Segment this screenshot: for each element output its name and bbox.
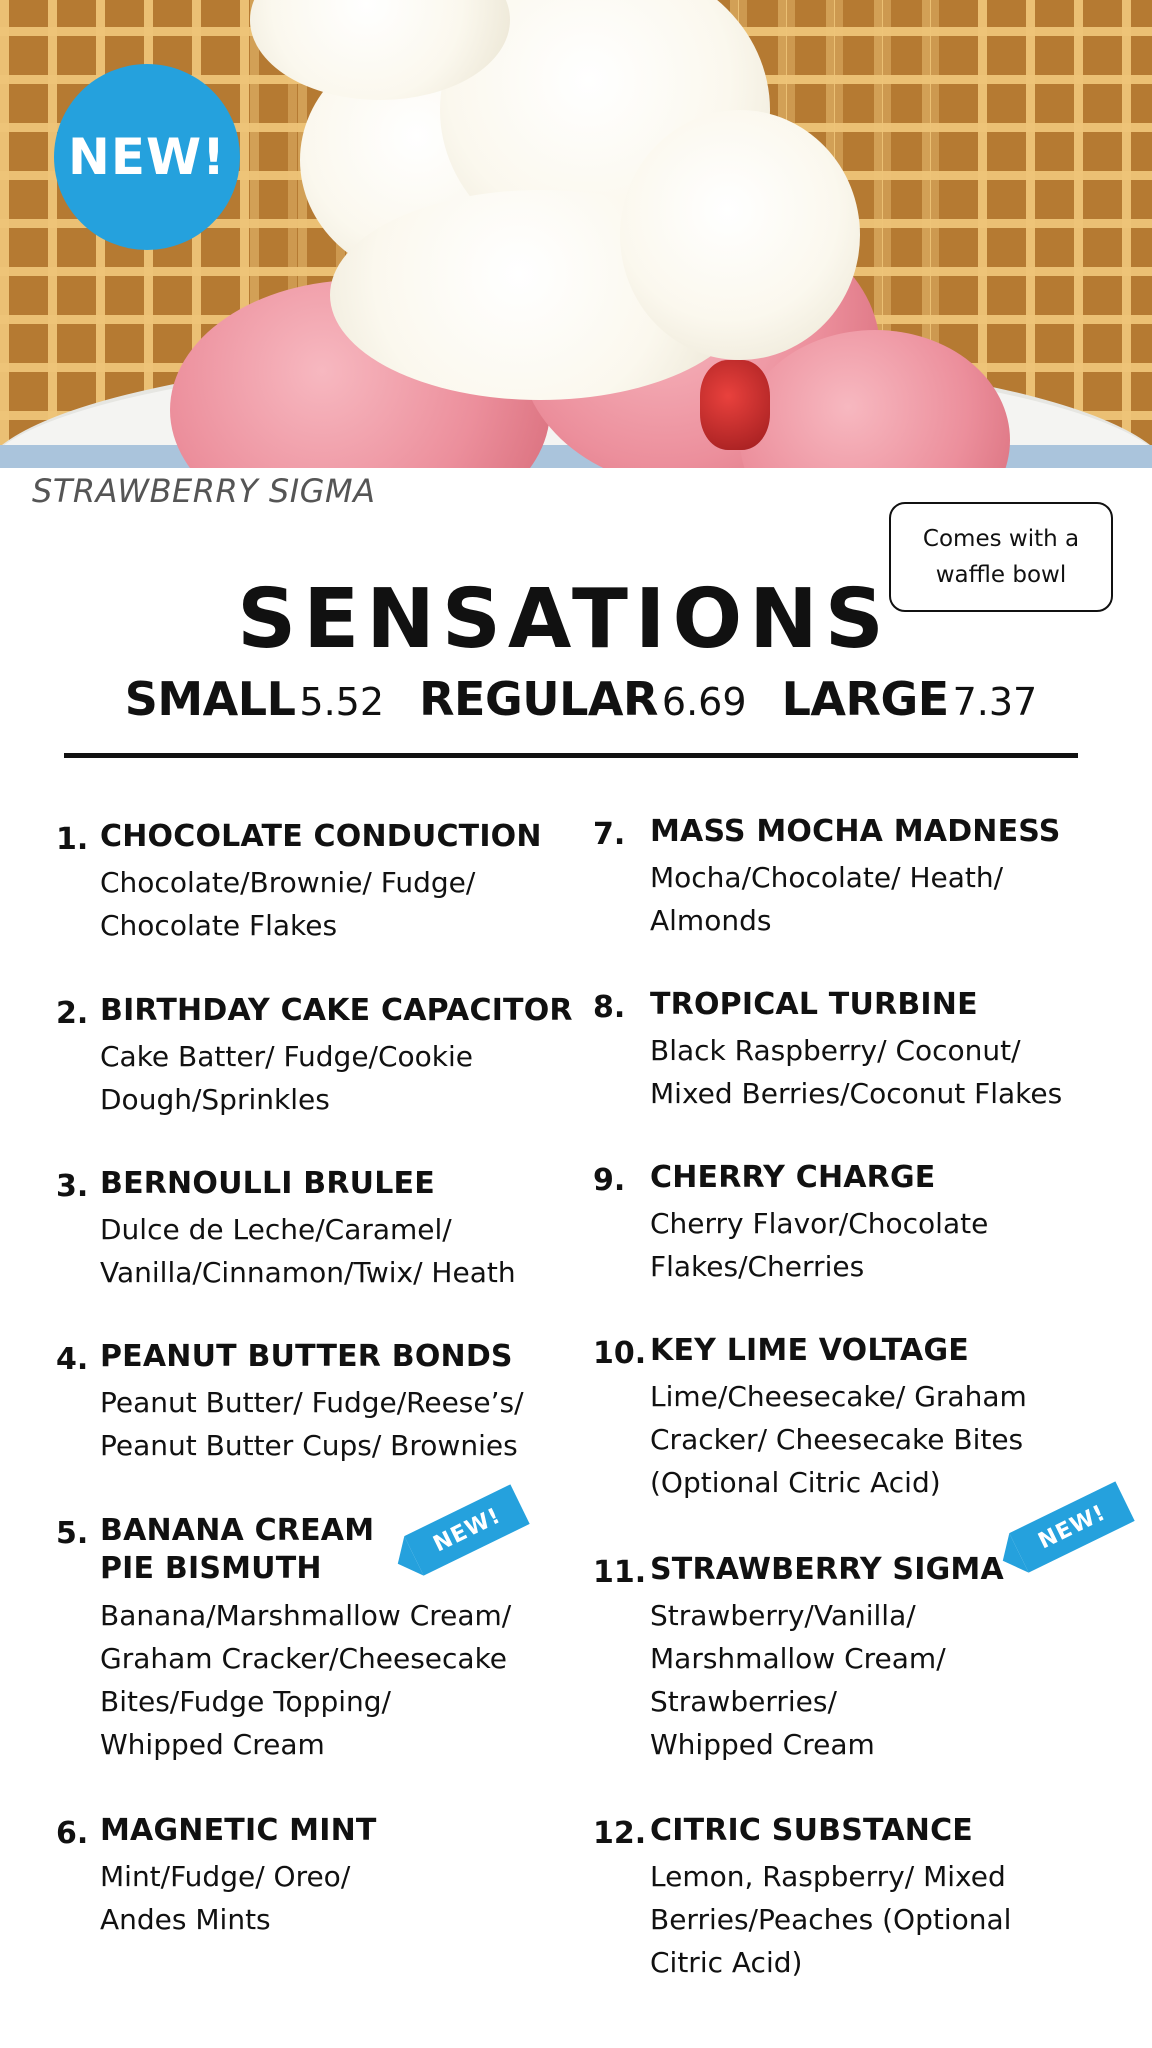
item-description: Bites/Fudge Topping/ bbox=[100, 1685, 391, 1718]
item-name: KEY LIME VOLTAGE bbox=[650, 1333, 969, 1368]
item-description: Andes Mints bbox=[100, 1903, 271, 1936]
item-description: Dough/Sprinkles bbox=[100, 1083, 330, 1116]
item-name: CHOCOLATE CONDUCTION bbox=[100, 819, 542, 854]
item-name: STRAWBERRY SIGMA bbox=[650, 1552, 1004, 1587]
item-description: Flakes/Cherries bbox=[650, 1250, 865, 1283]
item-description: Cake Batter/ Fudge/Cookie bbox=[100, 1040, 474, 1073]
item-description: Peanut Butter/ Fudge/Reese’s/ bbox=[100, 1386, 524, 1419]
item-name: PIE BISMUTH bbox=[100, 1551, 322, 1586]
divider bbox=[64, 753, 1078, 758]
item-description: Graham Cracker/Cheesecake bbox=[100, 1642, 508, 1675]
item-description: Chocolate Flakes bbox=[100, 909, 338, 942]
item-name: BANANA CREAM bbox=[100, 1513, 375, 1548]
strawberry-piece bbox=[700, 360, 770, 450]
item-description: Berries/Peaches (Optional bbox=[650, 1903, 1012, 1936]
new-ribbon: NEW! bbox=[404, 1484, 529, 1575]
item-name: MASS MOCHA MADNESS bbox=[650, 814, 1061, 849]
hero-photo bbox=[0, 0, 1152, 468]
item-description: Strawberry/Vanilla/ bbox=[650, 1599, 916, 1632]
waffle-note-line: waffle bowl bbox=[935, 562, 1067, 588]
item-name: BERNOULLI BRULEE bbox=[100, 1166, 435, 1201]
item-number: 10. bbox=[593, 1336, 647, 1371]
item-description: Vanilla/Cinnamon/Twix/ Heath bbox=[100, 1256, 516, 1289]
item-description: Lemon, Raspberry/ Mixed bbox=[650, 1860, 1006, 1893]
size-label-small: SMALL bbox=[124, 672, 296, 726]
item-number: 9. bbox=[593, 1163, 626, 1198]
page-title: SENSATIONS bbox=[237, 572, 891, 667]
item-number: 1. bbox=[56, 822, 89, 857]
item-description: Mocha/Chocolate/ Heath/ bbox=[650, 861, 1004, 894]
item-description: Marshmallow Cream/ bbox=[650, 1642, 946, 1675]
item-number: 8. bbox=[593, 990, 626, 1025]
new-ribbon: NEW! bbox=[1009, 1481, 1134, 1572]
item-description: Citric Acid) bbox=[650, 1946, 803, 1979]
waffle-note-line: Comes with a bbox=[922, 526, 1080, 552]
item-description: Lime/Cheesecake/ Graham bbox=[650, 1380, 1027, 1413]
item-description: (Optional Citric Acid) bbox=[650, 1466, 941, 1499]
item-number: 3. bbox=[56, 1169, 89, 1204]
item-number: 6. bbox=[56, 1816, 89, 1851]
photo-caption: STRAWBERRY SIGMA bbox=[32, 472, 376, 510]
item-name: BIRTHDAY CAKE CAPACITOR bbox=[100, 993, 573, 1028]
item-number: 4. bbox=[56, 1342, 89, 1377]
item-name: MAGNETIC MINT bbox=[100, 1813, 377, 1848]
item-description: Banana/Marshmallow Cream/ bbox=[100, 1599, 512, 1632]
item-number: 5. bbox=[56, 1516, 89, 1551]
item-description: Strawberries/ bbox=[650, 1685, 837, 1718]
size-price-regular: 6.69 bbox=[661, 680, 747, 724]
item-description: Peanut Butter Cups/ Brownies bbox=[100, 1429, 518, 1462]
item-description: Black Raspberry/ Coconut/ bbox=[650, 1034, 1021, 1067]
item-description: Dulce de Leche/Caramel/ bbox=[100, 1213, 452, 1246]
size-label-large: LARGE bbox=[781, 672, 949, 726]
item-description: Cracker/ Cheesecake Bites bbox=[650, 1423, 1024, 1456]
item-name: CITRIC SUBSTANCE bbox=[650, 1813, 973, 1848]
item-description: Chocolate/Brownie/ Fudge/ bbox=[100, 866, 476, 899]
size-price-small: 5.52 bbox=[299, 680, 385, 724]
item-number: 11. bbox=[593, 1555, 647, 1590]
item-description: Mixed Berries/Coconut Flakes bbox=[650, 1077, 1063, 1110]
item-number: 7. bbox=[593, 817, 626, 852]
item-number: 2. bbox=[56, 996, 89, 1031]
item-number: 12. bbox=[593, 1816, 647, 1851]
whipped-cream bbox=[620, 110, 860, 360]
item-name: TROPICAL TURBINE bbox=[650, 987, 978, 1022]
size-label-regular: REGULAR bbox=[419, 672, 658, 726]
new-badge: NEW! bbox=[54, 64, 240, 250]
item-description: Whipped Cream bbox=[650, 1728, 875, 1761]
item-name: PEANUT BUTTER BONDS bbox=[100, 1339, 513, 1374]
item-description: Almonds bbox=[650, 904, 772, 937]
size-price-large: 7.37 bbox=[952, 680, 1038, 724]
item-description: Whipped Cream bbox=[100, 1728, 325, 1761]
item-description: Mint/Fudge/ Oreo/ bbox=[100, 1860, 351, 1893]
size-price-row bbox=[0, 672, 1152, 726]
item-name: CHERRY CHARGE bbox=[650, 1160, 936, 1195]
item-description: Cherry Flavor/Chocolate bbox=[650, 1207, 989, 1240]
